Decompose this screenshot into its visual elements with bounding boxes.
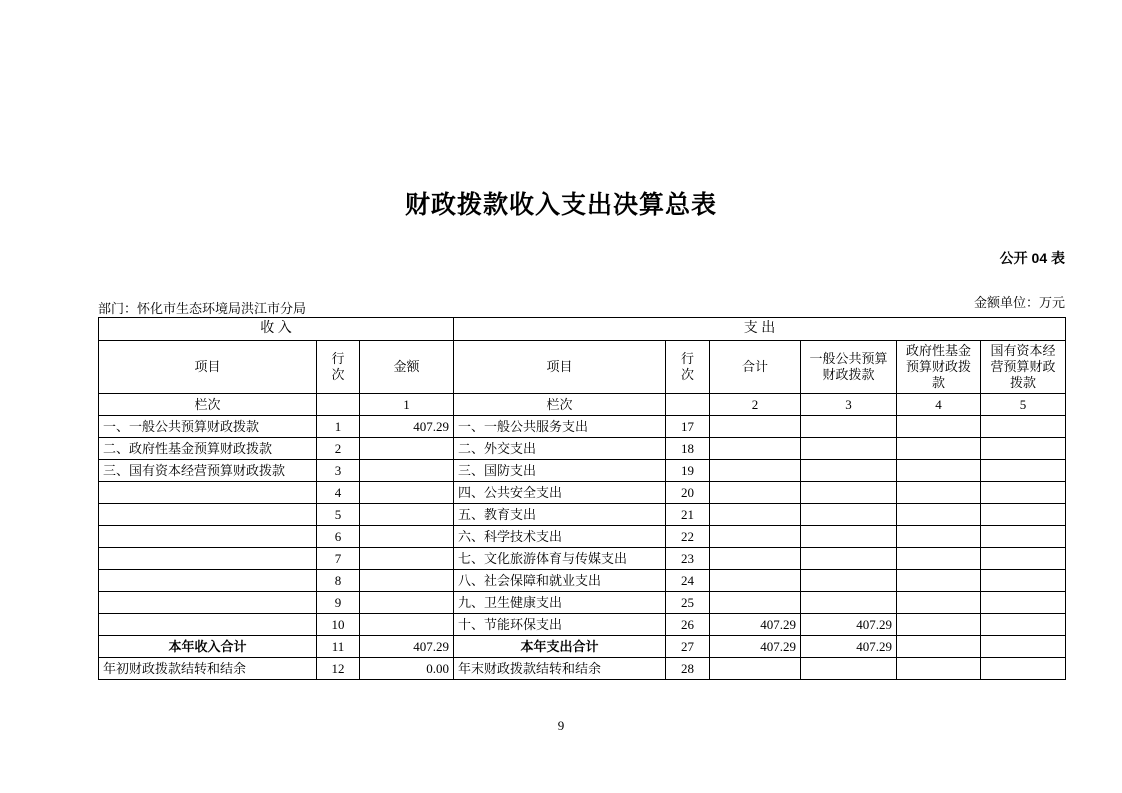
cell-exp-total: 407.29 <box>710 614 801 636</box>
cell-exp-item: 五、教育支出 <box>454 504 666 526</box>
lane-income-amount: 1 <box>360 394 454 416</box>
cell-income-amount: 407.29 <box>360 636 454 658</box>
cell-exp-item: 三、国防支出 <box>454 460 666 482</box>
cell-exp-total <box>710 592 801 614</box>
lane-exp-state-capital: 5 <box>981 394 1066 416</box>
table-row <box>99 504 1066 526</box>
table-row <box>99 416 1066 438</box>
cell-exp-gov-fund <box>897 504 981 526</box>
budget-table <box>98 317 1066 680</box>
cell-exp-line: 23 <box>666 548 710 570</box>
col-header-exp-line: 行 次 <box>666 340 710 394</box>
table-row <box>99 592 1066 614</box>
cell-exp-total <box>710 482 801 504</box>
amount-unit-label: 金额单位：万元 <box>973 295 1065 310</box>
cell-exp-state-capital <box>981 526 1066 548</box>
cell-income-line: 11 <box>317 636 360 658</box>
cell-exp-item: 年末财政拨款结转和结余 <box>454 658 666 680</box>
table-group-header-row <box>99 318 1066 341</box>
cell-income-line: 1 <box>317 416 360 438</box>
cell-exp-total <box>710 460 801 482</box>
lane-label-expenditure: 栏次 <box>454 394 666 416</box>
cell-exp-line: 20 <box>666 482 710 504</box>
cell-income-item: 二、政府性基金预算财政拨款 <box>99 438 317 460</box>
lane-exp-gov-fund: 4 <box>897 394 981 416</box>
cell-exp-general-public <box>801 592 897 614</box>
group-header-income: 收 入 <box>99 318 454 341</box>
cell-exp-gov-fund <box>897 636 981 658</box>
col-header-income-line: 行 次 <box>317 340 360 394</box>
cell-income-line: 6 <box>317 526 360 548</box>
cell-income-amount <box>360 570 454 592</box>
cell-exp-gov-fund <box>897 482 981 504</box>
cell-exp-total <box>710 570 801 592</box>
cell-exp-item: 二、外交支出 <box>454 438 666 460</box>
table-row <box>99 460 1066 482</box>
cell-exp-general-public <box>801 504 897 526</box>
cell-income-line: 9 <box>317 592 360 614</box>
cell-income-amount <box>360 460 454 482</box>
cell-exp-state-capital <box>981 570 1066 592</box>
cell-exp-general-public: 407.29 <box>801 636 897 658</box>
cell-income-amount <box>360 482 454 504</box>
cell-income-item <box>99 614 317 636</box>
table-row <box>99 548 1066 570</box>
cell-exp-gov-fund <box>897 614 981 636</box>
lane-exp-line <box>666 394 710 416</box>
cell-exp-state-capital <box>981 592 1066 614</box>
cell-exp-general-public <box>801 548 897 570</box>
cell-exp-line: 22 <box>666 526 710 548</box>
group-header-expenditure: 支 出 <box>454 318 1066 341</box>
cell-exp-gov-fund <box>897 526 981 548</box>
lane-exp-general-public: 3 <box>801 394 897 416</box>
cell-exp-item: 本年支出合计 <box>454 636 666 658</box>
cell-exp-line: 21 <box>666 504 710 526</box>
cell-exp-line: 26 <box>666 614 710 636</box>
col-header-exp-general-public: 一般公共预算财政拨款 <box>801 340 897 394</box>
cell-exp-total <box>710 416 801 438</box>
col-header-exp-total: 合计 <box>710 340 801 394</box>
cell-income-item: 一、一般公共预算财政拨款 <box>99 416 317 438</box>
cell-exp-general-public <box>801 460 897 482</box>
cell-exp-general-public <box>801 570 897 592</box>
cell-exp-state-capital <box>981 482 1066 504</box>
cell-income-line: 5 <box>317 504 360 526</box>
table-lane-row <box>99 394 1066 416</box>
cell-exp-gov-fund <box>897 438 981 460</box>
cell-income-line: 3 <box>317 460 360 482</box>
cell-exp-total <box>710 658 801 680</box>
cell-income-amount: 407.29 <box>360 416 454 438</box>
cell-exp-total <box>710 526 801 548</box>
cell-income-item <box>99 526 317 548</box>
cell-income-line: 4 <box>317 482 360 504</box>
cell-exp-state-capital <box>981 658 1066 680</box>
cell-exp-total <box>710 548 801 570</box>
cell-exp-general-public <box>801 526 897 548</box>
cell-income-amount <box>360 548 454 570</box>
cell-exp-general-public: 407.29 <box>801 614 897 636</box>
department-label: 部门：怀化市生态环境局洪江市分局 <box>98 301 307 316</box>
cell-exp-gov-fund <box>897 658 981 680</box>
cell-income-amount <box>360 614 454 636</box>
cell-exp-line: 19 <box>666 460 710 482</box>
lane-exp-total: 2 <box>710 394 801 416</box>
cell-exp-state-capital <box>981 416 1066 438</box>
cell-exp-state-capital <box>981 460 1066 482</box>
lane-income-line <box>317 394 360 416</box>
cell-exp-total <box>710 438 801 460</box>
cell-exp-state-capital <box>981 636 1066 658</box>
col-header-exp-gov-fund: 政府性基金预算财政拨款 <box>897 340 981 394</box>
table-row <box>99 570 1066 592</box>
cell-income-amount <box>360 438 454 460</box>
cell-exp-item: 四、公共安全支出 <box>454 482 666 504</box>
cell-income-item: 年初财政拨款结转和结余 <box>99 658 317 680</box>
cell-exp-state-capital <box>981 614 1066 636</box>
page-title: 财政拨款收入支出决算总表 <box>404 191 717 219</box>
cell-exp-gov-fund <box>897 570 981 592</box>
cell-exp-item: 七、文化旅游体育与传媒支出 <box>454 548 666 570</box>
cell-income-item: 本年收入合计 <box>99 636 317 658</box>
page-number: 9 <box>557 718 565 733</box>
cell-income-line: 10 <box>317 614 360 636</box>
cell-income-item <box>99 570 317 592</box>
cell-income-item <box>99 592 317 614</box>
cell-exp-general-public <box>801 416 897 438</box>
col-header-exp-item: 项目 <box>454 340 666 394</box>
table-row <box>99 614 1066 636</box>
cell-income-item <box>99 504 317 526</box>
cell-income-amount <box>360 526 454 548</box>
sheet-code-label: 公开 04 表 <box>999 250 1065 266</box>
table-row <box>99 438 1066 460</box>
table-row-total <box>99 636 1066 658</box>
cell-exp-item: 八、社会保障和就业支出 <box>454 570 666 592</box>
cell-exp-state-capital <box>981 438 1066 460</box>
cell-exp-gov-fund <box>897 592 981 614</box>
cell-income-line: 12 <box>317 658 360 680</box>
cell-exp-line: 17 <box>666 416 710 438</box>
cell-exp-total <box>710 504 801 526</box>
lane-label-income: 栏次 <box>99 394 317 416</box>
cell-income-line: 8 <box>317 570 360 592</box>
col-header-income-item: 项目 <box>99 340 317 394</box>
cell-exp-gov-fund <box>897 460 981 482</box>
cell-exp-line: 25 <box>666 592 710 614</box>
cell-exp-item: 六、科学技术支出 <box>454 526 666 548</box>
cell-exp-line: 27 <box>666 636 710 658</box>
cell-exp-general-public <box>801 482 897 504</box>
cell-exp-item: 一、一般公共服务支出 <box>454 416 666 438</box>
table-row <box>99 526 1066 548</box>
cell-income-amount <box>360 504 454 526</box>
cell-exp-line: 24 <box>666 570 710 592</box>
cell-income-item <box>99 548 317 570</box>
cell-exp-general-public <box>801 658 897 680</box>
cell-income-amount: 0.00 <box>360 658 454 680</box>
cell-exp-line: 18 <box>666 438 710 460</box>
col-header-exp-state-capital: 国有资本经营预算财政拨款 <box>981 340 1066 394</box>
cell-income-line: 2 <box>317 438 360 460</box>
table-column-header-row <box>99 340 1066 394</box>
cell-exp-item: 九、卫生健康支出 <box>454 592 666 614</box>
cell-exp-gov-fund <box>897 548 981 570</box>
cell-income-amount <box>360 592 454 614</box>
cell-income-line: 7 <box>317 548 360 570</box>
cell-income-item: 三、国有资本经营预算财政拨款 <box>99 460 317 482</box>
cell-exp-general-public <box>801 438 897 460</box>
cell-exp-line: 28 <box>666 658 710 680</box>
cell-exp-state-capital <box>981 504 1066 526</box>
cell-exp-gov-fund <box>897 416 981 438</box>
cell-income-item <box>99 482 317 504</box>
table-row <box>99 658 1066 680</box>
table-row <box>99 482 1066 504</box>
col-header-income-amount: 金额 <box>360 340 454 394</box>
cell-exp-state-capital <box>981 548 1066 570</box>
cell-exp-total: 407.29 <box>710 636 801 658</box>
cell-exp-item: 十、节能环保支出 <box>454 614 666 636</box>
